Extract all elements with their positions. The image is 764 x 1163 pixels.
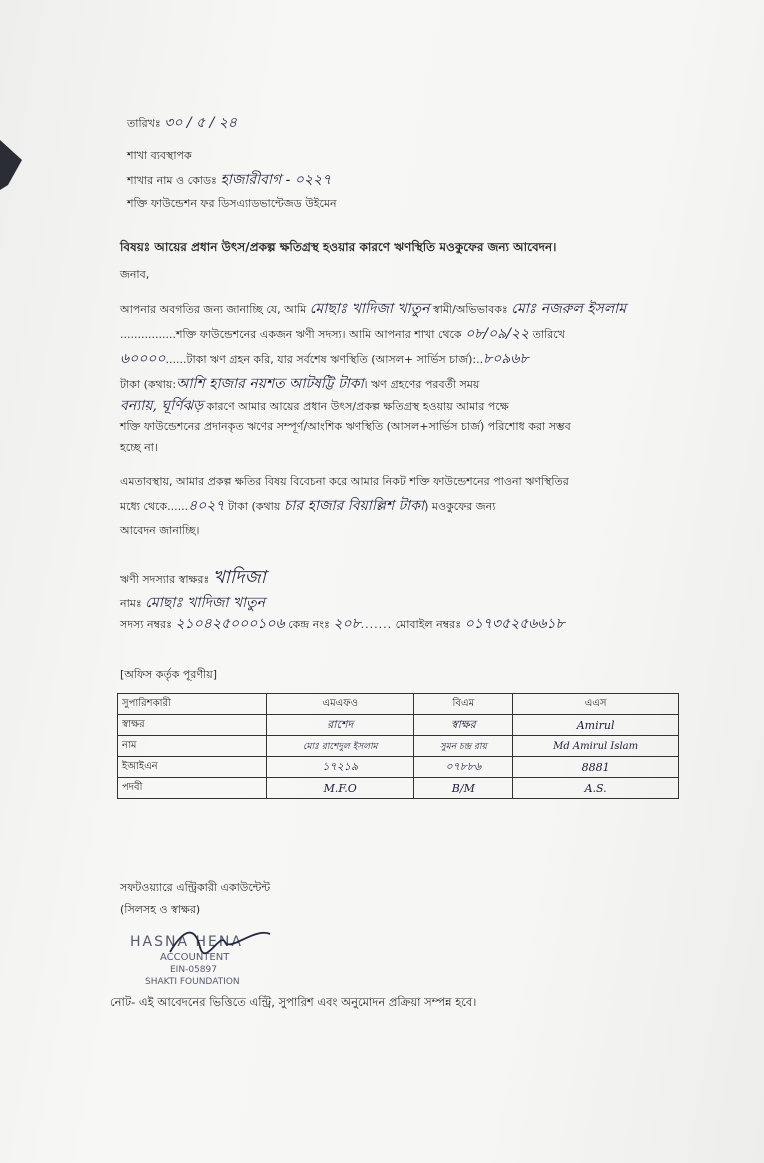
header-cell: সুপারিশকারী <box>118 694 267 715</box>
member-name-value: মোছাঃ খাদিজা খাতুন <box>145 595 265 611</box>
p1-line-3: ৬০০০০......টাকা ঋণ গ্রহন করি, যার সর্বশেষ ঋণস্থিতি (আসল+ সার্ভিস চার্জ):..৮০৯৬৮ <box>120 351 529 367</box>
balance-in-words: আশি হাজার নয়শত আটষট্টি টাকা <box>176 376 364 392</box>
center-number-value: ২০৮ <box>333 616 361 632</box>
row-label: ইআইএন <box>118 757 267 778</box>
accountant-title: সফটওয়্যারে এন্ট্রিকারী একাউন্টেন্ট <box>120 881 271 894</box>
table-cell: B/M <box>414 778 513 799</box>
date-label: তারিখঃ <box>127 117 161 130</box>
body-paragraph-2 <box>120 470 688 543</box>
date-line <box>127 116 237 131</box>
table-cell: M.F.O <box>267 778 414 799</box>
member-id-line: সদস্য নম্বরঃ ২১০৪২৫০০০১০৬ কেন্দ্র নংঃ ২০৮....... মোবাইল নম্বরঃ ০১৭৩৫২৫৬৬১৮ <box>120 616 565 632</box>
member-number-value: ২১০৪২৫০০০১০৬ <box>175 616 285 632</box>
waive-amount: ৪০২৭ <box>188 498 225 514</box>
table-row <box>118 778 679 799</box>
row-label: পদবী <box>118 778 267 799</box>
waive-in-words: চার হাজার বিয়াল্লিশ টাকা <box>283 498 425 514</box>
loan-date: ০৮/০৯/২২ <box>465 326 530 342</box>
branch-name-value: হাজারীবাগ - ০২২৭ <box>220 172 332 188</box>
table-cell: সুমন চন্দ্র রায় <box>414 736 513 757</box>
member-name-label: নামঃ <box>120 597 142 610</box>
note-line: নোট- এই আবেদনের ভিত্তিতে এন্ট্রি, সুপারিশ এবং অনুমোদন প্রক্রিয়া সম্পন্ন হবে। <box>110 995 477 1009</box>
org-name: শক্তি ফাউন্ডেশন ফর ডিসএ্যাডভান্টেজড উইমেন <box>127 197 337 210</box>
stamp-org: SHAKTI FOUNDATION <box>145 977 240 987</box>
table-row <box>118 757 679 778</box>
member-signature-line <box>120 567 266 588</box>
member-number-label: সদস্য নম্বরঃ <box>120 618 172 631</box>
p1-line-6: শক্তি ফাউন্ডেশনের প্রদানকৃত ঋণের সম্পূর্ণ/আংশিক ঋণস্থিতি (আসল+সার্ভিস চার্জ) পরিশোধ করা সম্ভব <box>120 420 571 433</box>
p1-line-2: ................শক্তি ফাউন্ডেশনের একজন ঋণী সদস্য। আমি আপনার শাখা থেকে ০৮/০৯/২২ তারিখে <box>120 326 565 342</box>
p2-line-1: এমতাবস্থায়, আমার প্রকল্প ক্ষতির বিষয় বিবেচনা করে আমার নিকট শক্তি ফাউন্ডেশনের পাওনা ঋণস্থিতির <box>120 475 569 488</box>
approval-table <box>117 693 679 799</box>
table-cell: Amirul <box>513 715 679 736</box>
row-label: নাম <box>118 736 267 757</box>
branch-manager: শাখা ব্যবস্থাপক <box>127 149 192 162</box>
salutation: জনাব, <box>120 268 150 281</box>
accountant-seal-note: (সিলসহ ও স্বাক্ষর) <box>120 903 201 916</box>
table-cell: ১৭২১৯ <box>267 757 414 778</box>
table-cell: 8881 <box>513 757 679 778</box>
member-name-line <box>120 596 265 611</box>
table-header-row <box>118 694 679 715</box>
p2-line-2: মধ্যে থেকে......৪০২৭ টাকা (কথায় চার হাজার বিয়াল্লিশ টাকা) মওকুফের জন্য <box>120 498 496 514</box>
accountant-stamp <box>125 930 275 992</box>
table-cell: রাশেদ <box>267 715 414 736</box>
body-paragraph-1 <box>120 297 688 458</box>
p1-line-4: টাকা (কথায়:আশি হাজার নয়শত আটষট্টি টাকা। ঋণ গ্রহণের পরবর্তী সময় <box>120 376 480 392</box>
accountant-signature-icon <box>165 922 275 962</box>
loan-amount: ৬০০০০ <box>120 351 166 367</box>
damage-reason: বন্যায়, ঘূর্ণিঝড় <box>120 398 204 414</box>
p2-line-3: আবেদন জানাচ্ছি। <box>120 524 200 537</box>
row-label: স্বাক্ষর <box>118 715 267 736</box>
mobile-number-value: ০১৭৩৫২৫৬৬১৮ <box>464 616 565 632</box>
stamp-ein: EIN-05897 <box>170 965 217 975</box>
table-row <box>118 715 679 736</box>
branch-name-line <box>127 173 331 188</box>
center-number-label: কেন্দ্র নংঃ <box>288 618 330 631</box>
table-cell: মোঃ রাশেদুল ইসলাম <box>267 736 414 757</box>
table-cell: Md Amirul Islam <box>513 736 679 757</box>
date-value: ৩০ / ৫ / ২৪ <box>164 115 237 131</box>
table-cell: A.S. <box>513 778 679 799</box>
table-row <box>118 736 679 757</box>
mobile-number-label: মোবাইল নম্বরঃ <box>395 618 462 631</box>
table-cell: ০৭৮৮৬ <box>414 757 513 778</box>
branch-name-label: শাখার নাম ও কোডঃ <box>127 174 217 187</box>
stamp-title: ACCOUNTENT <box>160 952 230 963</box>
office-use-heading: [অফিস কর্তৃক পূরণীয়] <box>120 668 217 681</box>
applicant-name: মোছাঃ খাদিজা খাতুন <box>309 301 430 317</box>
stamp-name: HASNA HENA <box>130 934 243 950</box>
header-cell: এএস <box>513 694 679 715</box>
p1-line-1: আপনার অবগতির জন্য জানাচ্ছি যে, আমি মোছাঃ খাদিজা খাতুন স্বামী/অভিভাবকঃ মোঃ নজরুল ইসলাম <box>120 301 627 317</box>
member-signature: খাদিজা <box>212 567 266 588</box>
guardian-name: মোঃ নজরুল ইসলাম <box>511 301 627 317</box>
loan-balance: ৮০৯৬৮ <box>483 351 529 367</box>
page-fold-shadow <box>0 130 30 190</box>
signature-label: ঋণী সদস্যার স্বাক্ষরঃ <box>120 573 210 586</box>
header-cell: বিএম <box>414 694 513 715</box>
p1-line-7: হচ্ছে না। <box>120 441 158 454</box>
header-cell: এমএফও <box>267 694 414 715</box>
subject-line: বিষয়ঃ আয়ের প্রধান উৎস/প্রকল্প ক্ষতিগ্রস্থ হওয়ার কারণে ঋণস্থিতি মওকুফের জন্য আবেদন। <box>120 240 557 254</box>
table-cell: স্বাক্ষর <box>414 715 513 736</box>
p1-line-5: বন্যায়, ঘূর্ণিঝড় কারণে আমার আয়ের প্রধান উৎস/প্রকল্প ক্ষতিগ্রস্থ হওয়ায় আমার পক্ষে <box>120 398 509 414</box>
